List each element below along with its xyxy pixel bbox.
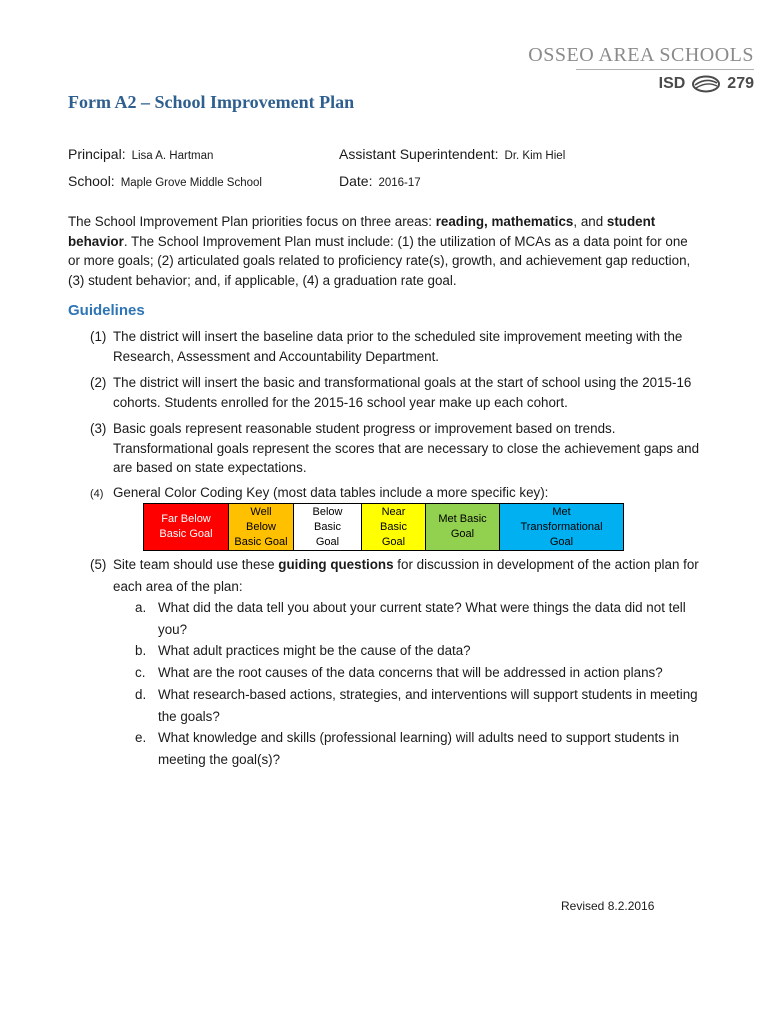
color-key-cell: [500, 504, 624, 551]
intro-bold-2: student behavior: [68, 214, 656, 249]
principal-value: Lisa A. Hartman: [131, 150, 214, 162]
color-key-label: Basic: [314, 520, 341, 533]
color-key-label: Goal: [315, 535, 340, 548]
color-key-label: Transformational: [520, 520, 603, 533]
intro-paragraph: [68, 212, 698, 290]
color-key-cell: [426, 504, 500, 551]
question-item: [135, 684, 710, 727]
question-item: [135, 662, 710, 684]
color-key-cell: [362, 504, 426, 551]
guideline-item: [90, 373, 702, 412]
intro-text-3: . The School Improvement Plan must include: (1) the utilization of MCAs as a data point for one or more goals; (2) articulated goals related to proficiency rate(s), growth, and achievement gap reduction, (3) student behavior; and, if applicable, (4) a graduation rate goal.: [68, 233, 691, 288]
intro-text-2: , and: [573, 214, 607, 229]
question-text: What adult practices might be the cause of the data?: [158, 643, 471, 658]
color-key-label: Below: [246, 520, 276, 533]
principal-field: [68, 146, 213, 162]
guideline-number: (1): [90, 329, 107, 344]
school-value: Maple Grove Middle School: [120, 177, 262, 189]
guideline-text: [113, 554, 702, 597]
color-key-label: Met Basic: [438, 513, 487, 525]
guideline-text: General Color Coding Key (most data tables include a more specific key):: [113, 485, 549, 500]
guideline-text: Basic goals represent reasonable student progress or improvement based on trends. Transformational goals represent the scores that are necessary to close the achievement gaps and are based on state expectations.: [113, 421, 700, 475]
date-value: 2016-17: [378, 177, 421, 189]
color-key-label: Basic Goal: [234, 535, 288, 548]
question-text: What did the data tell you about your current state? What were things the data did not tell you?: [158, 600, 686, 637]
guideline-text-pre: Site team should use these: [113, 557, 279, 572]
logo-name: OSSEO AREA SCHOOLS: [528, 44, 754, 66]
question-letter: b.: [135, 643, 147, 658]
color-key-label: Below: [312, 505, 343, 518]
guidelines-heading: Guidelines: [68, 302, 145, 319]
question-text: What are the root causes of the data concerns that will be addressed in action plans?: [158, 665, 663, 680]
district-logo: [528, 44, 754, 94]
color-key-label: Goal: [381, 535, 406, 548]
page-title: Form A2 – School Improvement Plan: [68, 92, 355, 112]
color-key-cell: [144, 504, 229, 551]
intro-bold-1: reading, mathematics: [435, 214, 574, 229]
intro-text-1: The School Improvement Plan priorities focus on three areas:: [68, 214, 436, 229]
logo-number: 279: [727, 75, 754, 92]
color-key-label: Basic Goal: [159, 528, 213, 540]
school-field: [68, 173, 262, 189]
guideline-item: [90, 483, 702, 503]
question-item: [135, 597, 710, 640]
question-letter: c.: [135, 665, 146, 680]
assistant-superintendent-field: [339, 146, 565, 162]
principal-label: Principal:: [68, 146, 126, 162]
swoosh-icon: [691, 75, 721, 93]
question-text: What knowledge and skills (professional learning) will adults need to support students in meeting the goal(s)?: [158, 730, 680, 767]
guideline-number: (5): [90, 557, 107, 572]
asst-value: Dr. Kim Hiel: [504, 150, 566, 162]
color-key-label: Goal: [549, 535, 574, 548]
question-item: [135, 727, 710, 770]
logo-district: ISD: [658, 75, 686, 92]
logo-isd: [659, 74, 754, 94]
guideline-number: (4): [90, 488, 104, 500]
date-field: [339, 173, 421, 189]
color-coding-key: [143, 503, 624, 551]
color-key-label: Basic: [380, 520, 407, 533]
color-key-label: Near: [381, 505, 406, 518]
question-letter: e.: [135, 730, 147, 745]
question-item: [135, 640, 710, 662]
date-label: Date:: [339, 173, 373, 189]
revised-date: Revised 8.2.2016: [561, 899, 655, 913]
guideline-number: (3): [90, 421, 107, 436]
color-key-row: [144, 504, 624, 551]
logo-rule: [576, 69, 754, 70]
question-text: What research-based actions, strategies, and interventions will support students in meeting the goals?: [158, 687, 698, 724]
guideline-item: [90, 419, 702, 478]
guideline-number: (2): [90, 375, 107, 390]
color-key-label: Well: [250, 505, 272, 518]
color-key-label: Far Below: [161, 513, 211, 525]
asst-label: Assistant Superintendent:: [339, 146, 499, 162]
guideline-item: [90, 554, 702, 597]
color-key-label: Goal: [450, 528, 475, 540]
guiding-questions-bold: guiding questions: [278, 557, 394, 572]
guideline-text: The district will insert the basic and transformational goals at the start of school using the 2015-16 cohorts. Students enrolled for the 2015-16 school year make up each cohort.: [113, 375, 692, 410]
color-key-cell: [229, 504, 294, 551]
question-letter: a.: [135, 600, 147, 615]
question-letter: d.: [135, 687, 147, 702]
guideline-item: [90, 327, 702, 366]
guideline-text-post: for discussion in development of the action plan for each area of the plan:: [113, 557, 699, 594]
guideline-text: The district will insert the baseline data prior to the scheduled site improvement meeting with the Research, Assessment and Accountability Department.: [113, 329, 683, 364]
color-key-label: Met: [552, 505, 571, 518]
color-key-cell: [294, 504, 362, 551]
school-label: School:: [68, 173, 115, 189]
